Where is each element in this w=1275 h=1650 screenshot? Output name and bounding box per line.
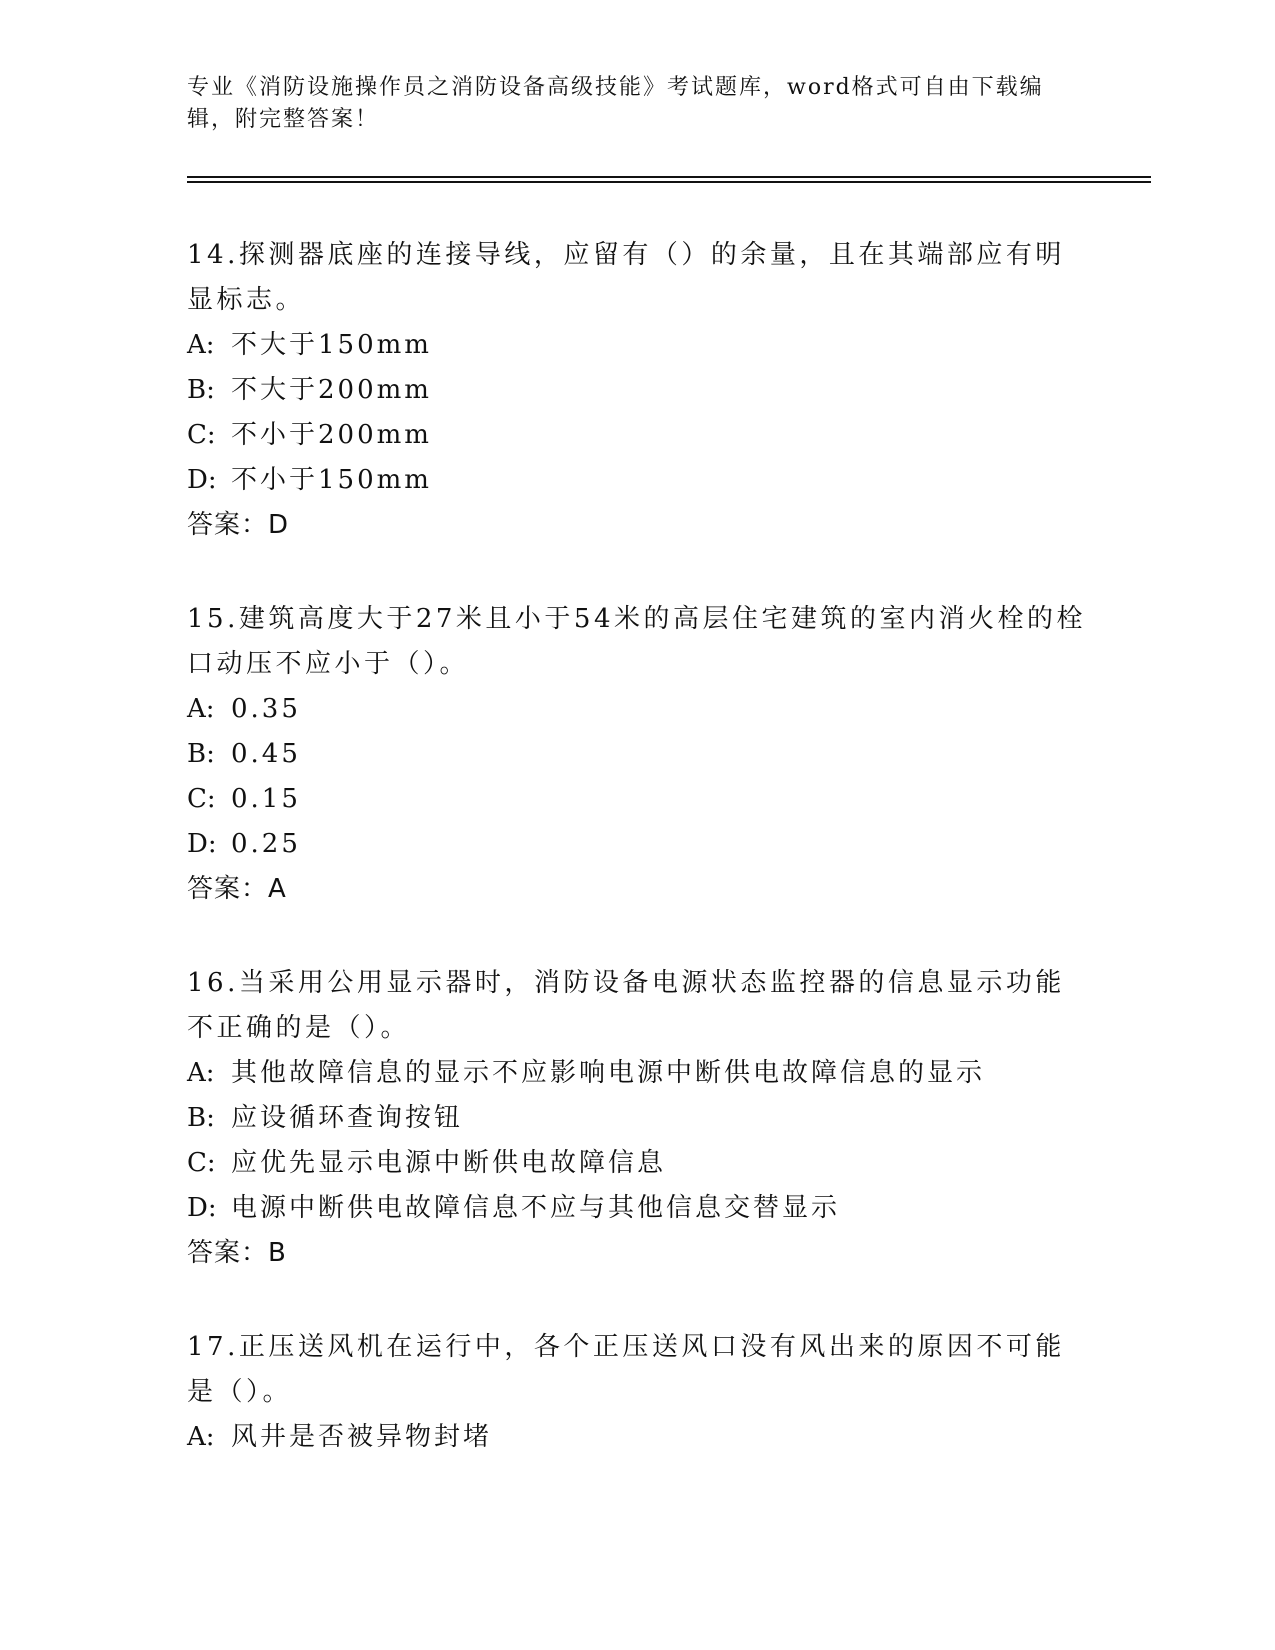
option-a xyxy=(187,1051,1087,1096)
answer-line: 答案：A xyxy=(187,874,287,904)
option-label: B: xyxy=(187,1103,215,1133)
option-text: 0.15 xyxy=(231,784,301,814)
option-d xyxy=(187,458,1087,503)
option-c xyxy=(187,777,1087,822)
option-text: 不大于150mm xyxy=(231,330,432,360)
question-text: 14.探测器底座的连接导线，应留有（）的余量，且在其端部应有明显标志。 xyxy=(187,240,1065,315)
option-text: 应设循环查询按钮 xyxy=(231,1103,464,1133)
option-d xyxy=(187,822,1087,867)
option-a xyxy=(187,323,1087,368)
option-b xyxy=(187,732,1087,777)
option-b xyxy=(187,368,1087,413)
option-text: 风井是否被异物封堵 xyxy=(231,1422,493,1452)
question-text: 17.正压送风机在运行中，各个正压送风口没有风出来的原因不可能是（）。 xyxy=(187,1332,1065,1407)
option-label: D: xyxy=(187,1193,217,1223)
option-label: C: xyxy=(187,1148,216,1178)
answer-line: 答案：D xyxy=(187,510,290,540)
option-label: A: xyxy=(187,694,215,724)
question-14 xyxy=(187,233,1087,548)
option-a xyxy=(187,687,1087,732)
option-label: C: xyxy=(187,420,216,450)
header-divider-top xyxy=(187,176,1151,178)
option-label: C: xyxy=(187,784,216,814)
question-text: 16.当采用公用显示器时，消防设备电源状态监控器的信息显示功能不正确的是（）。 xyxy=(187,968,1065,1043)
option-label: D: xyxy=(187,465,217,495)
option-b xyxy=(187,1096,1087,1141)
document-intro: 专业《消防设施操作员之消防设备高级技能》考试题库，word格式可自由下载编辑，附完整答案！ xyxy=(187,75,1044,132)
option-label: A: xyxy=(187,1058,215,1088)
option-d xyxy=(187,1186,1087,1231)
option-text: 应优先显示电源中断供电故障信息 xyxy=(231,1148,667,1178)
option-text: 0.25 xyxy=(231,829,301,859)
option-text: 不大于200mm xyxy=(231,375,432,405)
header-divider-bottom xyxy=(187,181,1151,183)
option-text: 不小于150mm xyxy=(231,465,432,495)
option-label: A: xyxy=(187,1422,215,1452)
option-text: 0.35 xyxy=(231,694,301,724)
option-c xyxy=(187,413,1087,458)
option-text: 其他故障信息的显示不应影响电源中断供电故障信息的显示 xyxy=(231,1058,986,1088)
question-15 xyxy=(187,597,1087,912)
option-text: 电源中断供电故障信息不应与其他信息交替显示 xyxy=(231,1193,841,1223)
question-16 xyxy=(187,961,1087,1276)
question-17 xyxy=(187,1325,1087,1460)
option-label: A: xyxy=(187,330,215,360)
option-label: B: xyxy=(187,375,215,405)
option-text: 不小于200mm xyxy=(231,420,432,450)
option-c xyxy=(187,1141,1087,1186)
option-text: 0.45 xyxy=(231,739,301,769)
option-label: B: xyxy=(187,739,215,769)
question-text: 15.建筑高度大于27米且小于54米的高层住宅建筑的室内消火栓的栓口动压不应小于（）。 xyxy=(187,604,1087,679)
option-a xyxy=(187,1415,1087,1460)
answer-line: 答案：B xyxy=(187,1238,287,1268)
option-label: D: xyxy=(187,829,217,859)
